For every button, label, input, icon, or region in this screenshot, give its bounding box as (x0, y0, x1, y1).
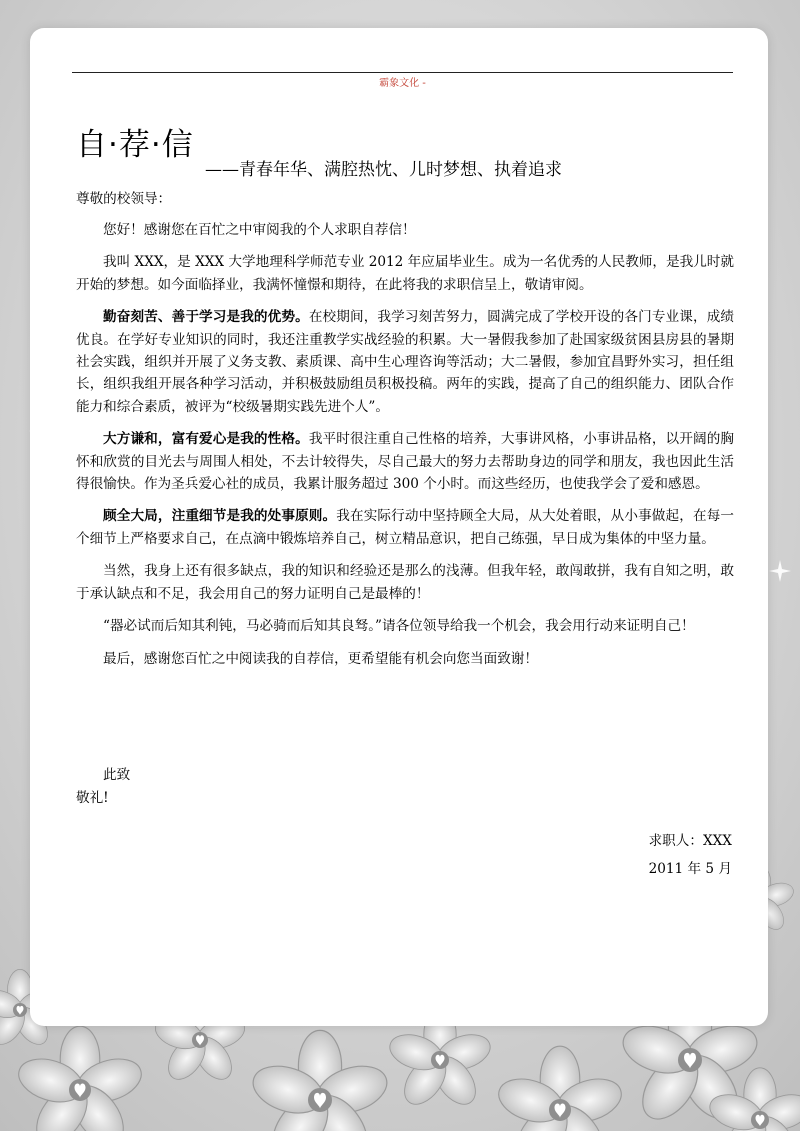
paragraph: 您好！感谢您在百忙之中审阅我的个人求职自荐信！ (103, 222, 416, 238)
letter-body (76, 219, 734, 680)
paragraph: 顾全大局，注重细节是我的处事原则。我在实际行动中坚持顾全大局，从大处着眼，从小事做起，在每一个细节上严格要求自己，在点滴中锻炼培养自己，树立精品意识，把自己练强，早日成为集体的中坚力量。 (76, 508, 735, 547)
letter-date: 2011 年 5 月 (648, 861, 732, 877)
paragraph: “器必试而后知其利钝，马必骑而后知其良驽。”请各位领导给我一个机会，我会用行动来证明自己！ (103, 618, 695, 635)
paragraph: 最后，感谢您百忙之中阅读我的自荐信，更希望能有机会向您当面致谢！ (103, 650, 538, 667)
salutation: 尊敬的校领导： (76, 191, 172, 207)
brand-note: 霸象文化 - (379, 78, 426, 89)
paragraph: 勤奋刻苦、善于学习是我的优势。在校期间，我学习刻苦努力，圆满完成了学校开设的各门专业课，成绩优良。在学好专业知识的同时，我还注重教学实战经验的积累。大一暑假我参加了赴国家级贫困县房县的暑期社会实践，组织并开展了义务支教、素质课、高中生心理咨询等活动；大二暑假，参加宜昌野外实习，担任组长，组织我组开展各种学习活动，并积极鼓励组员积极投稿。两年的实践，提高了自己的组织能力、团队合作能力和综合素质，被评为“校级暑期实践先进个人”。 (76, 309, 735, 415)
letter-title: 自·荐·信 (76, 127, 194, 163)
paragraph: 当然，我身上还有很多缺点，我的知识和经验还是那么的浅薄。但我年轻，敢闯敢拼，我有自知之明，敢于承认缺点和不足，我会用自己的努力证明自己是最棒的！ (76, 563, 734, 602)
closing-line-1: 此致 (103, 767, 131, 783)
paragraph: 大方谦和，富有爱心是我的性格。我平时很注重自己性格的培养，大事讲风格，小事讲品格，以开阔的胸怀和欣赏的目光去与周围人相处，不去计较得失，尽自己最大的努力去帮助身边的同学和朋友，我也因此生活得很愉快。作为圣兵爱心社的成员，我累计服务超过 300 个小时。而这些经历，也使我学会了爱和感恩。 (76, 431, 735, 493)
paragraph: 我叫 XXX，是 XXX 大学地理科学师范专业 2012 年应届毕业生。成为一名优秀的人民教师，是我儿时就开始的梦想。如今面临择业，我满怀憧憬和期待，在此将我的求职信呈上，敬请审阅。 (76, 254, 734, 293)
letter-subtitle: ——青春年华、满腔热忱、儿时梦想、执着追求 (205, 160, 562, 180)
closing-line-2: 敬礼! (76, 790, 109, 806)
signature: 求职人：XXX (648, 833, 732, 849)
header-rule (72, 72, 733, 73)
